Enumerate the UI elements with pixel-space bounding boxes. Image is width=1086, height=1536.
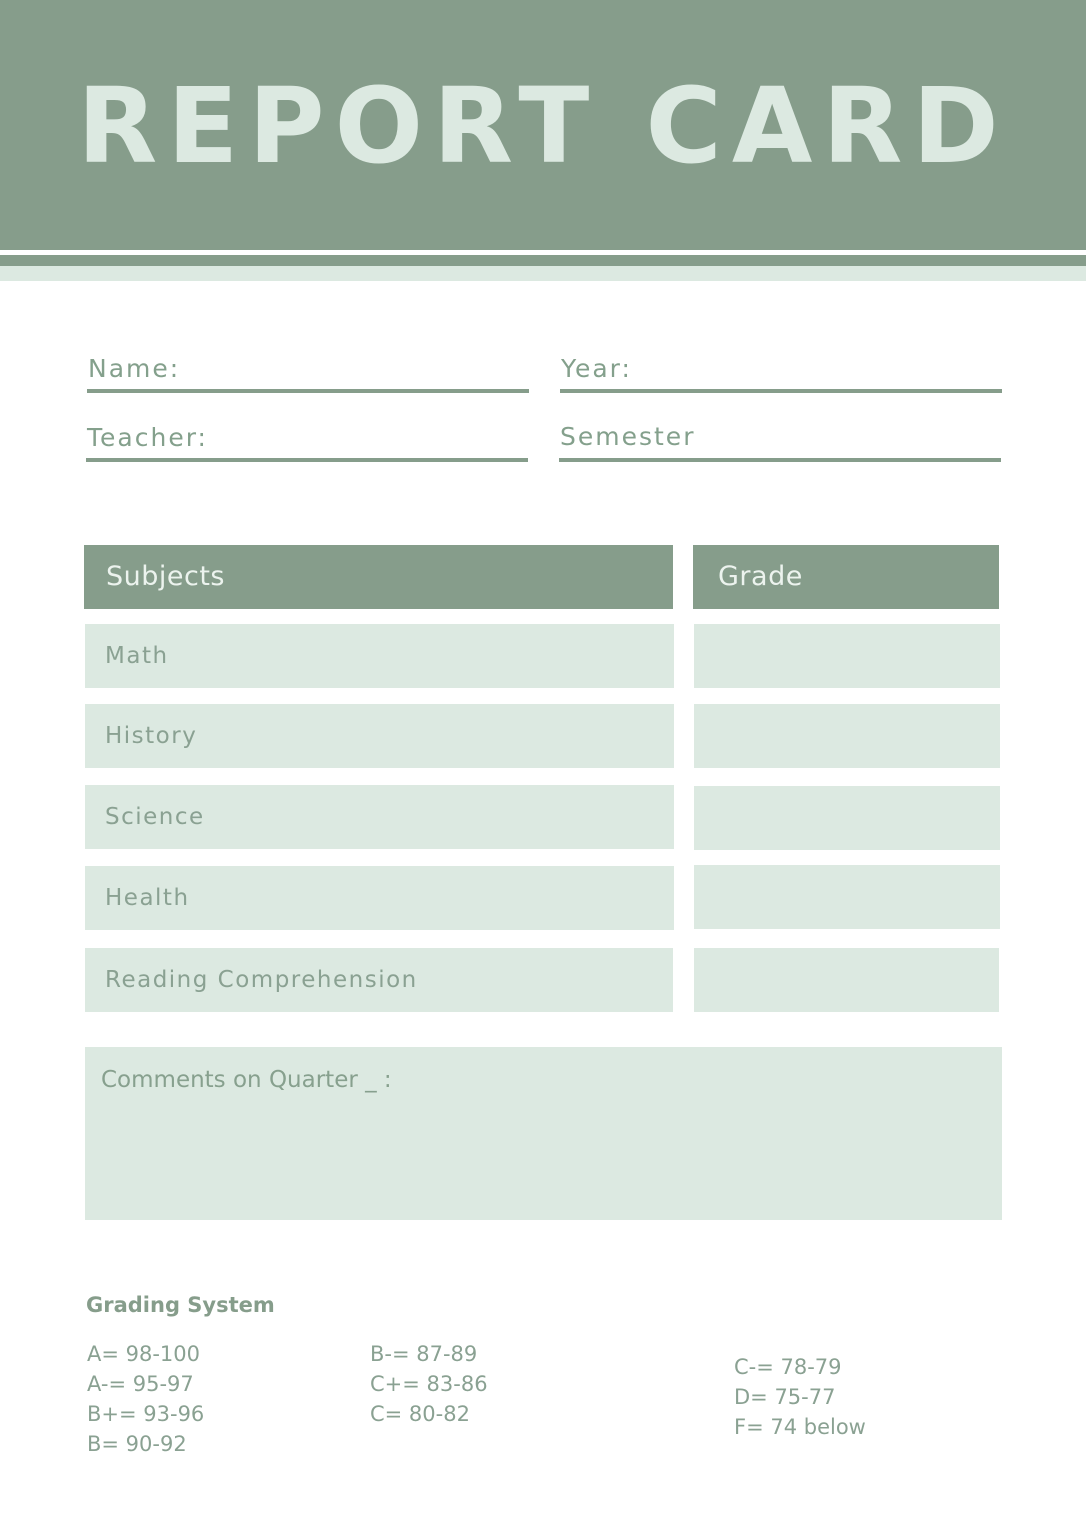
grade-scale-item: F= 74 below xyxy=(734,1415,866,1439)
name-field[interactable] xyxy=(87,389,529,393)
subject-cell-science: Science xyxy=(85,785,674,849)
subject-cell-math: Math xyxy=(85,624,674,688)
grade-cell-health[interactable] xyxy=(694,865,1000,929)
year-label: Year: xyxy=(561,354,632,383)
page-title: REPORT CARD xyxy=(77,65,1009,187)
subject-cell-history: History xyxy=(85,704,674,768)
header-stripe-light xyxy=(0,266,1086,281)
grade-scale-item: B-= 87-89 xyxy=(370,1342,478,1366)
grading-system-title: Grading System xyxy=(86,1293,275,1317)
grade-scale-item: D= 75-77 xyxy=(734,1385,836,1409)
grade-cell-reading[interactable] xyxy=(694,948,999,1012)
name-label: Name: xyxy=(88,354,181,383)
grade-scale-item: C+= 83-86 xyxy=(370,1372,488,1396)
grade-cell-history[interactable] xyxy=(694,704,1000,768)
comments-box[interactable] xyxy=(85,1047,1002,1220)
grading-column-3 xyxy=(734,1352,866,1442)
grade-scale-item: A= 98-100 xyxy=(87,1342,201,1366)
grade-scale-item: C-= 78-79 xyxy=(734,1355,842,1379)
grade-cell-science[interactable] xyxy=(694,786,1000,850)
grade-scale-item: B+= 93-96 xyxy=(87,1402,205,1426)
year-field[interactable] xyxy=(560,389,1002,393)
grading-column-1 xyxy=(87,1339,204,1459)
grade-cell-math[interactable] xyxy=(694,624,1000,688)
semester-field[interactable] xyxy=(559,458,1001,462)
semester-label: Semester xyxy=(560,422,696,451)
grade-scale-item: C= 80-82 xyxy=(370,1402,470,1426)
teacher-label: Teacher: xyxy=(87,423,208,452)
grading-column-2 xyxy=(370,1339,488,1429)
comments-label: Comments on Quarter _ : xyxy=(101,1067,392,1093)
subjects-header: Subjects xyxy=(84,545,673,609)
grade-scale-item: A-= 95-97 xyxy=(87,1372,194,1396)
subject-cell-reading: Reading Comprehension xyxy=(85,948,673,1012)
header-banner xyxy=(0,0,1086,250)
grade-scale-item: B= 90-92 xyxy=(87,1432,187,1456)
subject-cell-health: Health xyxy=(85,866,674,930)
header-stripe-dark xyxy=(0,255,1086,266)
teacher-field[interactable] xyxy=(86,458,528,462)
grade-header: Grade xyxy=(693,545,999,609)
